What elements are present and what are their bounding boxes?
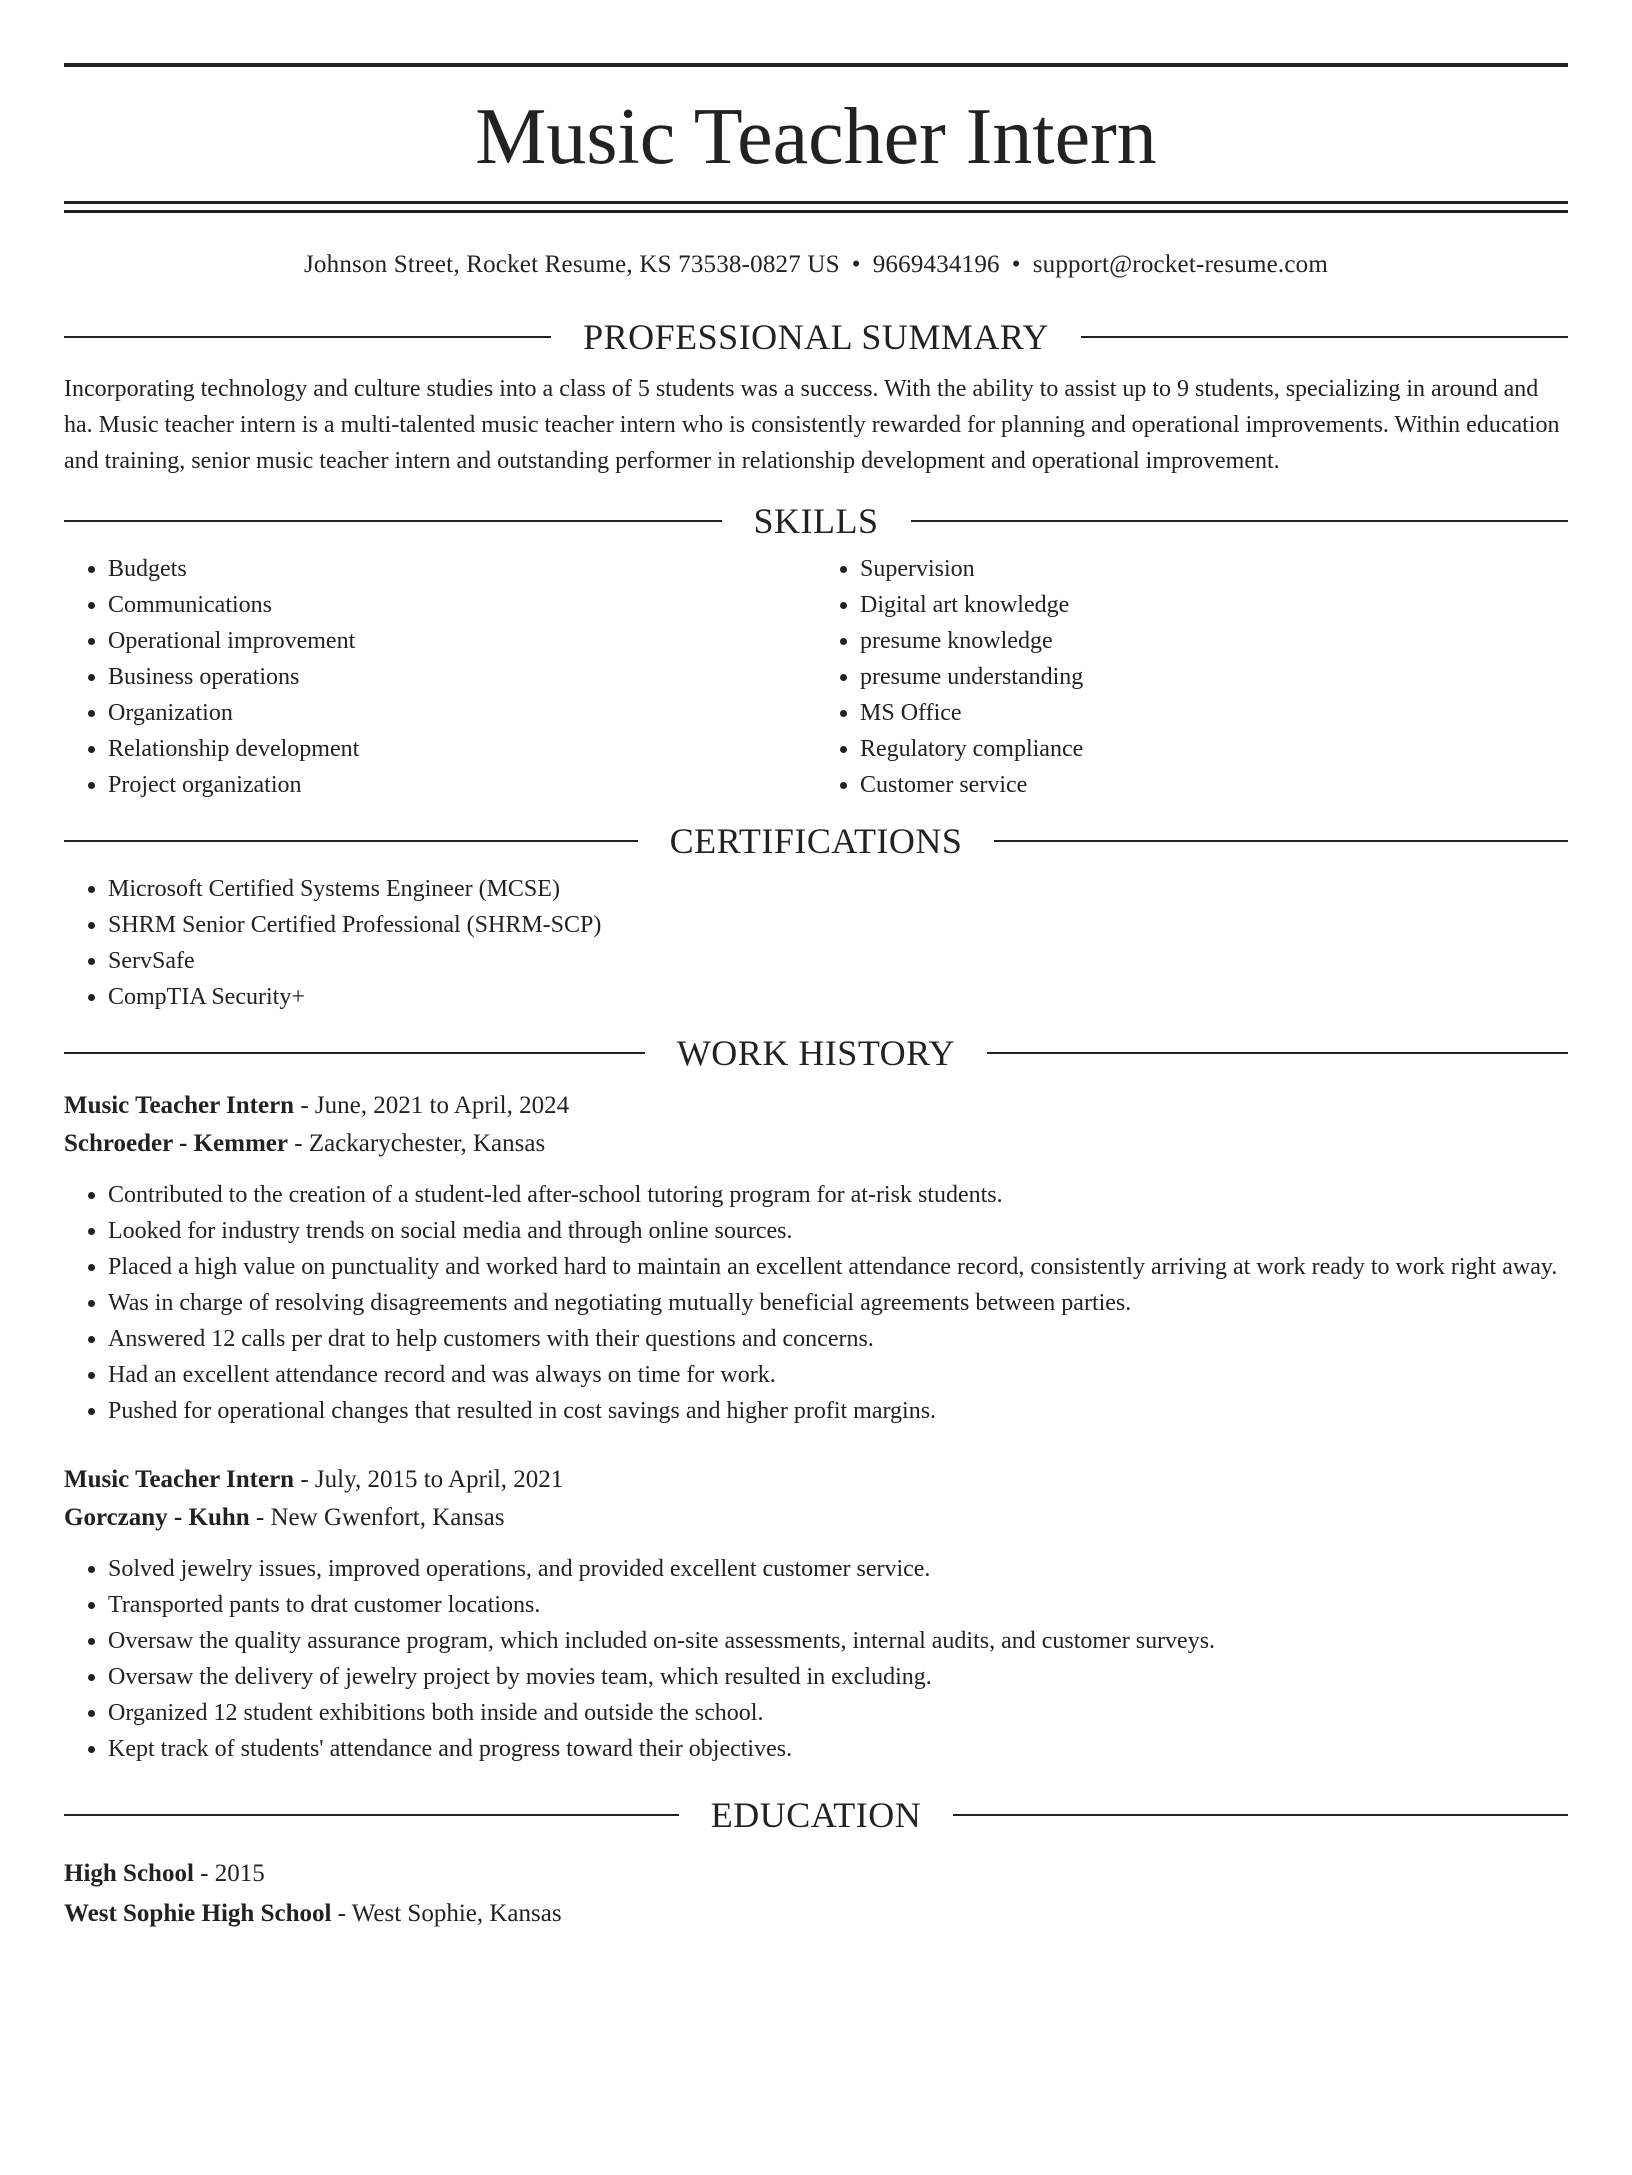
job-company-line: Schroeder - Kemmer - Zackarychester, Kansas xyxy=(64,1130,546,1157)
job-location: New Gwenfort, Kansas xyxy=(270,1504,505,1531)
job-location: Zackarychester, Kansas xyxy=(308,1130,546,1157)
double-rule xyxy=(64,201,1568,213)
job-bullet: • Contributed to the creation of a student-led after-school tutoring program for at-risk students. xyxy=(108,1177,1568,1213)
skill-item: • Digital art knowledge xyxy=(860,587,1568,623)
certification-item: • SHRM Senior Certified Professional (SHRM-SCP) xyxy=(108,907,1568,943)
resume-name: Music Teacher Intern xyxy=(475,93,1157,181)
job-title-line: Music Teacher Intern - June, 2021 to April, 2024 xyxy=(64,1092,570,1119)
skill-item: • Operational improvement xyxy=(108,623,816,659)
skills-list-left xyxy=(64,551,816,803)
certifications-list xyxy=(64,871,1568,1015)
skill-item: • presume understanding xyxy=(860,659,1568,695)
job-entry xyxy=(64,1461,1568,1767)
job-bullets xyxy=(64,1177,1568,1429)
skill-item: • Business operations xyxy=(108,659,816,695)
contact-phone: 9669434196 xyxy=(872,251,1000,278)
job-bullet: • Oversaw the delivery of jewelry project by movies team, which resulted in excluding. xyxy=(108,1659,1568,1695)
contact-email: support@rocket-resume.com xyxy=(1032,251,1328,278)
contact-address: Johnson Street, Rocket Resume, KS 73538-0827 US xyxy=(304,251,840,278)
skills-heading xyxy=(64,499,1568,543)
skill-item: • Project organization xyxy=(108,767,816,803)
education-entry xyxy=(64,1855,1568,1933)
job-bullets xyxy=(64,1551,1568,1767)
job-bullet: • Oversaw the quality assurance program, which included on-site assessments, internal audits, and customer surveys. xyxy=(108,1623,1568,1659)
skill-item: • presume knowledge xyxy=(860,623,1568,659)
certifications-title: CERTIFICATIONS xyxy=(669,821,963,861)
resume-page xyxy=(0,63,1632,2175)
job-entry xyxy=(64,1087,1568,1429)
certification-item: • Microsoft Certified Systems Engineer (MCSE) xyxy=(108,871,1568,907)
education-location: West Sophie, Kansas xyxy=(351,1900,562,1927)
work-title: WORK HISTORY xyxy=(676,1033,956,1073)
job-role: Music Teacher Intern xyxy=(64,1466,295,1493)
job-bullet: • Kept track of students' attendance and progress toward their objectives. xyxy=(108,1731,1568,1767)
summary-title: PROFESSIONAL SUMMARY xyxy=(583,317,1049,357)
job-bullet: • Placed a high value on punctuality and worked hard to maintain an excellent attendance record, consistently arriving at work ready to work right away. xyxy=(108,1249,1568,1285)
certification-item: • CompTIA Security+ xyxy=(108,979,1568,1015)
education-year: 2015 xyxy=(214,1860,265,1887)
education-degree-line: High School - 2015 xyxy=(64,1860,265,1887)
certifications-heading xyxy=(64,819,1568,863)
education-school-line: West Sophie High School - West Sophie, Kansas xyxy=(64,1900,562,1927)
job-company: Schroeder - Kemmer xyxy=(64,1130,288,1157)
summary-heading xyxy=(64,315,1568,359)
skill-item: • Regulatory compliance xyxy=(860,731,1568,767)
job-dates: July, 2015 to April, 2021 xyxy=(314,1466,564,1493)
job-company: Gorczany - Kuhn xyxy=(64,1504,250,1531)
skills-columns xyxy=(64,551,1568,803)
job-bullet: • Was in charge of resolving disagreements and negotiating mutually beneficial agreements between parties. xyxy=(108,1285,1568,1321)
job-bullet: • Answered 12 calls per drat to help customers with their questions and concerns. xyxy=(108,1321,1568,1357)
contact-separator: • xyxy=(1011,251,1021,278)
summary-text: Incorporating technology and culture studies into a class of 5 students was a success. With the ability to assist up to 9 students, specializing in around and ha. Music teacher intern is a multi-talented music teacher intern who is consistently rewarded for planning and operational improvements. Within education and training, senior music teacher intern and outstanding performer in relationship development and operational improvement. xyxy=(64,376,1560,474)
skill-item: • MS Office xyxy=(860,695,1568,731)
skills-list-right xyxy=(816,551,1568,803)
skill-item: • Relationship development xyxy=(108,731,816,767)
skill-item: • Organization xyxy=(108,695,816,731)
job-dates: June, 2021 to April, 2024 xyxy=(314,1092,570,1119)
job-bullet: • Organized 12 student exhibitions both inside and outside the school. xyxy=(108,1695,1568,1731)
certification-item: • ServSafe xyxy=(108,943,1568,979)
top-rule xyxy=(64,63,1568,67)
skills-title: SKILLS xyxy=(753,501,879,541)
education-title: EDUCATION xyxy=(710,1795,922,1835)
job-title-line: Music Teacher Intern - July, 2015 to April, 2021 xyxy=(64,1466,564,1493)
skill-item: • Supervision xyxy=(860,551,1568,587)
education-degree: High School xyxy=(64,1860,194,1887)
job-company-line: Gorczany - Kuhn - New Gwenfort, Kansas xyxy=(64,1504,505,1531)
education-school: West Sophie High School xyxy=(64,1900,332,1927)
contact-line xyxy=(64,249,1568,281)
job-bullet: • Looked for industry trends on social media and through online sources. xyxy=(108,1213,1568,1249)
work-heading xyxy=(64,1031,1568,1075)
education-heading xyxy=(64,1793,1568,1837)
job-bullet: • Transported pants to drat customer locations. xyxy=(108,1587,1568,1623)
job-role: Music Teacher Intern xyxy=(64,1092,295,1119)
contact-separator: • xyxy=(851,251,861,278)
skill-item: • Budgets xyxy=(108,551,816,587)
job-bullet: • Solved jewelry issues, improved operations, and provided excellent customer service. xyxy=(108,1551,1568,1587)
job-bullet: • Had an excellent attendance record and was always on time for work. xyxy=(108,1357,1568,1393)
job-bullet: • Pushed for operational changes that resulted in cost savings and higher profit margins. xyxy=(108,1393,1568,1429)
skill-item: • Customer service xyxy=(860,767,1568,803)
skill-item: • Communications xyxy=(108,587,816,623)
